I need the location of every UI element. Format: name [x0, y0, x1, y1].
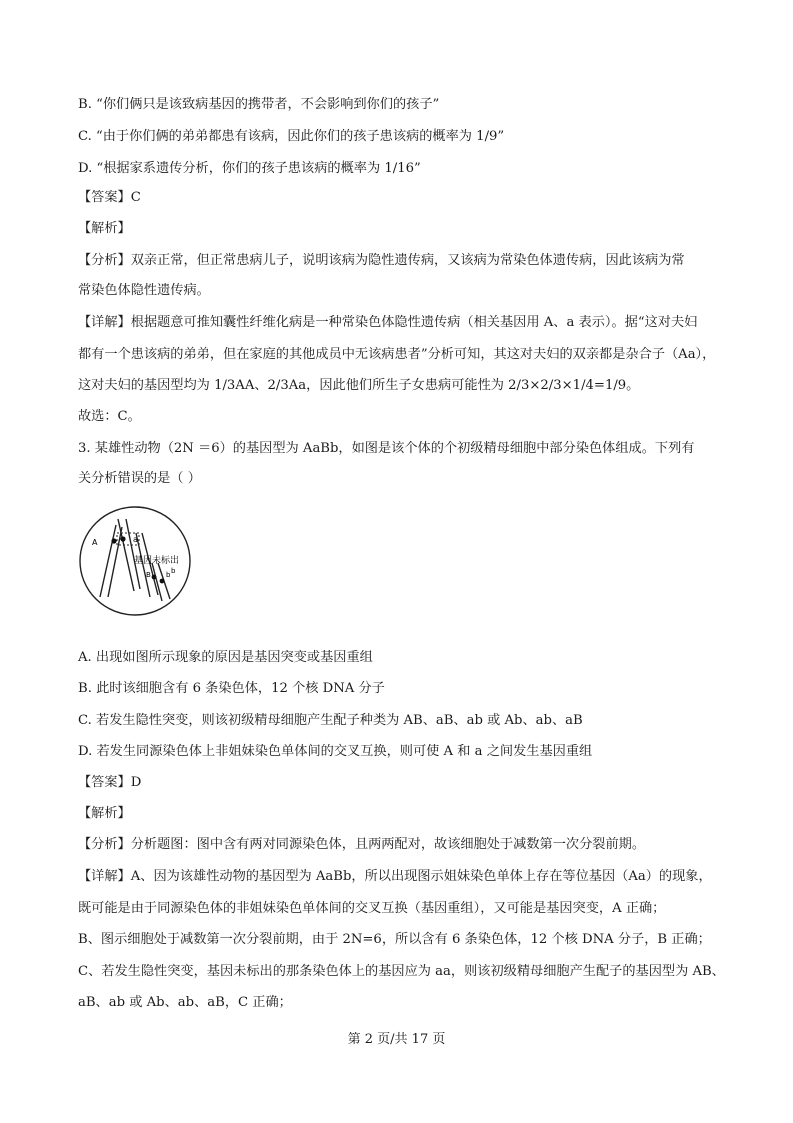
xiangjie-q2-line3: 这对夫妇的基因型均为 1/3AA、2/3Aa，因此他们所生子女患病可能性为 2/3×2/3×1/4=1/9。 [78, 378, 640, 393]
chromosome-2b [126, 519, 140, 589]
chromosome-1b [108, 527, 122, 597]
xiangjie-q3-line2: 既可能是由于同源染色体的非姐妹染色单体间的交叉互换（基因重组），又可能是基因突变，A 正确； [78, 901, 666, 916]
chromosome-1a [100, 525, 116, 597]
unmarked-genes-label: 基因未标出 [134, 556, 180, 566]
xiangjie-q2-line2: 都有一个患该病的弟弟，但在家庭的其他成员中无该病患者”分析可知，其这对夫妇的双亲都是杂合子（Aa）， [78, 347, 716, 362]
option-d-q3: D. 若发生同源染色体上非姐妹染色单体间的交叉互换，则可使 A 和 a 之间发生基因重组 [78, 744, 593, 759]
option-c-q2: C. “由于你们俩的弟弟都患有该病，因此你们的孩子患该病的概率为 1/9” [78, 129, 505, 144]
page-footer: 第 2 页/共 17 页 [347, 1032, 446, 1047]
gene-dot [160, 579, 165, 584]
gene-dot [111, 538, 116, 543]
xiangjie-q2-line1: 【详解】根据题意可推知囊性纤维化病是一种常染色体隐性遗传病（相关基因用 A、a 表示）。据“这对夫妇 [78, 315, 698, 330]
gene-dot [152, 575, 157, 580]
gene-label-B: B [146, 571, 151, 579]
answer-q3: 【答案】D [78, 775, 142, 790]
xiangjie-q3-line4: C、若发生隐性突变，基因未标出的那条染色体上的基因应为 aa，则该初级精母细胞产生配子的基因型为 AB、 [78, 964, 725, 979]
xiangjie-q3-line3: B、图示细胞处于减数第一次分裂前期，由于 2N=6，所以含有 6 条染色体，12 个核 DNA 分子，B 正确； [78, 932, 711, 947]
option-b-q3: B. 此时该细胞含有 6 条染色体，12 个核 DNA 分子 [78, 681, 385, 696]
gene-label-b: b [166, 571, 171, 579]
fenxi-q3: 【分析】分析题图：图中含有两对同源染色体，且两两配对，故该细胞处于减数第一次分裂前期。 [78, 837, 646, 852]
xiangjie-q3-line5: aB、ab 或 Ab、ab、aB，C 正确； [78, 995, 292, 1010]
option-a-q3: A. 出现如图所示现象的原因是基因突变或基因重组 [78, 650, 373, 665]
analysis-heading-q3: 【解析】 [78, 806, 131, 821]
xiangjie-q3-line1: 【详解】A、因为该雄性动物的基因型为 AaBb，所以出现图示姐妹染色单体上存在等位基因（Aa）的现象， [78, 869, 712, 884]
gene-label-A: A [92, 538, 98, 547]
cell-diagram-svg [78, 505, 192, 617]
question-3-line1: 3. 某雄性动物（2N ＝6）的基因型为 AaBb，如图是该个体的个初级精母细胞中部分染色体组成。下列有 [78, 441, 695, 456]
gene-dot [120, 536, 125, 541]
analysis-heading-q2: 【解析】 [78, 221, 131, 236]
option-c-q3: C. 若发生隐性突变，则该初级精母细胞产生配子种类为 AB、aB、ab 或 Ab、ab、aB [78, 713, 583, 728]
fenxi-q2-line1: 【分析】双亲正常，但正常患病儿子，说明该病为隐性遗传病，又该病为常染色体遗传病，因此该病为常 [78, 253, 685, 268]
chromosome-2a [118, 519, 134, 591]
gene-label-b: b [171, 567, 176, 575]
option-d-q2: D. “根据家系遗传分析，你们的孩子患该病的概率为 1/16” [78, 161, 421, 176]
answer-q2: 【答案】C [78, 190, 141, 205]
cell-diagram [78, 505, 192, 617]
fenxi-q2-line2: 常染色体隐性遗传病。 [78, 283, 210, 298]
option-b-q2: B. “你们俩只是该致病基因的携带者，不会影响到你们的孩子” [78, 97, 440, 112]
question-3-line2: 关分析错误的是（ ） [78, 471, 201, 486]
gene-label-a: a [133, 535, 138, 544]
final-choice-q2: 故选：C。 [78, 409, 141, 424]
